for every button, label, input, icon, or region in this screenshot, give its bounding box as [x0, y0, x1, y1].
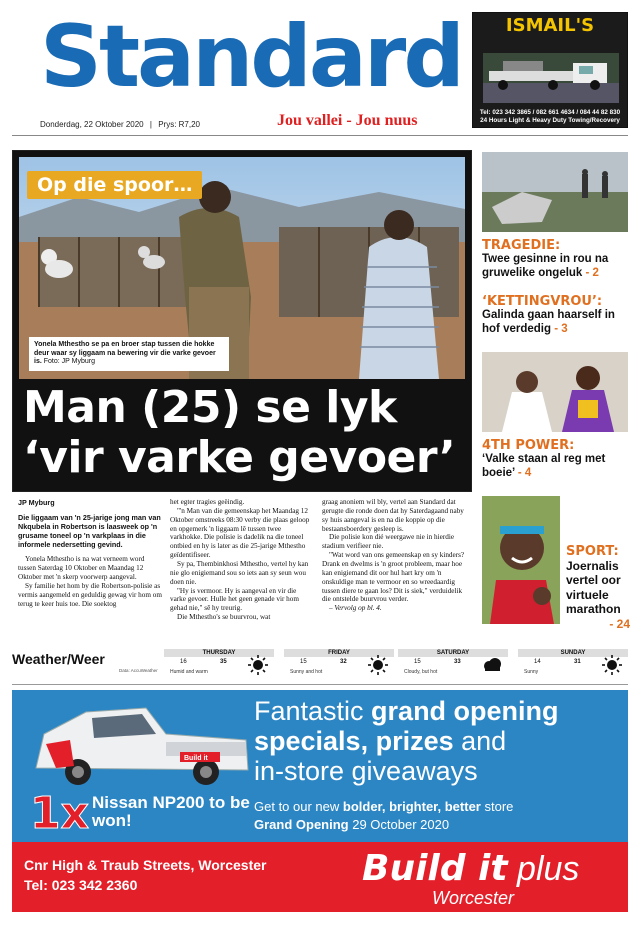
store-phone[interactable]: Tel: 023 342 2360 — [24, 876, 138, 893]
story-paragraph: "'n Man van die gemeenskap het Maandag 12 Oktober omstreeks 08:30 verby die plaas geloop en opgemerk 'n liggaam lê tussen twee varkhokke. Die polisie is dadelik na die toneel ontbied en hy is later as die 25-jarige Mthestho geïdentifiseer. — [170, 506, 310, 560]
teaser-text — [482, 453, 628, 481]
dateline-separator: | — [149, 120, 152, 129]
weather-max: 33 — [454, 659, 461, 665]
headline-line-1: Man (25) se lyk — [23, 382, 397, 433]
teaser-headline: Galinda gaan haarself in hof verdedig — [482, 309, 615, 335]
build-it-ad[interactable] — [12, 690, 628, 912]
ad-headline-2b: and — [453, 726, 507, 757]
masthead-rule — [12, 135, 628, 136]
cloud-icon — [482, 655, 502, 675]
weather-title: Weather/Weer — [12, 651, 105, 667]
photo-caption — [29, 337, 229, 371]
weather-rule — [12, 684, 628, 685]
ad-headline — [254, 696, 624, 787]
issue-price: Prys: R7,20 — [158, 120, 200, 129]
story-paragraph: Die polisie kon dié weergawe nie in hierdie stadium verifieer nie. — [322, 533, 455, 551]
teaser-page: - 24 — [609, 616, 630, 631]
byline: JP Myburg — [18, 498, 55, 507]
story-paragraph: "Wat word van ons gemeenskap en sy kinders? Drank en dwelms is 'n groot probleem, maar hoe kan enigiemand dit oor hul hart kry om 'n onskuldige man te vermoor en so wreedaardig tussen diere te gaan los? Dit is siek," verduidelik die ontstelde buurvrou verder. — [322, 551, 465, 604]
weather-day-name: THURSDAY — [164, 649, 274, 657]
weather-max: 32 — [340, 659, 347, 665]
ad-sub-1b: bolder, brighter, better — [342, 799, 481, 814]
teaser-page: - 3 — [554, 322, 568, 335]
weather-min: 15 — [300, 659, 307, 665]
prize-text: Nissan NP200 to be won! — [92, 793, 250, 830]
ismail-ad-contact — [473, 109, 627, 124]
ad-sub-2: Grand Opening — [254, 816, 349, 832]
story-paragraph: Yonela Mthestho is na wat verneem word tussen Saterdag 10 Oktober en Maandag 12 Oktober met 'n skerp voorwerp aangeval. — [18, 555, 145, 582]
headline-line-2: ‘vir varke gevoer’ — [23, 431, 456, 483]
teaser-text — [482, 253, 628, 281]
teaser-headline: Joernalis vertel oor virtuele marathon — [566, 559, 621, 617]
ad-headline-1b: grand opening — [371, 696, 559, 726]
story-paragraph: het egter tragies geëindig. — [170, 498, 245, 506]
weather-day-name: SUNDAY — [518, 649, 628, 657]
teaser-label: ‘KETTINGVROU’: — [482, 294, 603, 309]
story-column-2 — [170, 498, 314, 622]
teaser-4th-power[interactable] — [482, 438, 628, 481]
weather-credit: Data: AccuWeather — [119, 668, 158, 673]
teaser-sport[interactable] — [566, 544, 630, 631]
teaser-kettingvrou[interactable] — [482, 294, 628, 337]
cover-story[interactable] — [12, 150, 472, 492]
weather-max: 35 — [220, 659, 227, 665]
teaser-label: TRAGEDIE: — [482, 238, 561, 253]
sun-icon — [368, 655, 388, 675]
accident-photo — [482, 152, 628, 232]
weather-desc: Humid and warm — [170, 669, 208, 675]
ismail-ad-service: 24 Hours Light & Heavy Duty Towing/Recovery — [480, 116, 620, 124]
weather-desc: Cloudy, but hot — [404, 669, 438, 675]
teaser-page: - 4 — [517, 466, 532, 479]
weather-min: 15 — [414, 659, 421, 665]
store-address: Cnr High & Traub Streets, Worcester — [24, 857, 267, 873]
ismail-ad-logo: ISMAIL'S — [505, 15, 595, 36]
ad-subline — [254, 798, 624, 833]
story-paragraph: "Hy is vermoor. Hy is aangeval en vir die varke gevoer. Hulle het geen genade vir hom gehad nie," sê hy treurig. — [170, 586, 299, 613]
ad-sub-1c: store — [480, 799, 514, 814]
dateline — [40, 120, 200, 129]
bakkie-image — [16, 694, 256, 790]
caption-credit: Foto: JP Myburg — [43, 358, 95, 366]
sun-icon — [602, 655, 622, 675]
prize-count: 1x — [30, 788, 89, 839]
weather-strip — [12, 646, 628, 682]
story-lead: Die liggaam van 'n 25-jarige jong man van Nkqubela in Robertson is laasweek op 'n grusame toneel op 'n varkplaas in die informele nedersetting gevind. — [18, 513, 161, 549]
ad-headline-1: Fantastic — [254, 696, 372, 726]
ad-sub-1: Get to our new — [254, 799, 343, 814]
issue-date: Donderdag, 22 Oktober 2020 — [40, 120, 144, 129]
kicker-banner: Op die spoor… — [27, 171, 202, 199]
teaser-page: - 2 — [585, 266, 599, 279]
caption-text: Yonela Mthestho se pa en broer stap tussen die hokke deur waar sy liggaam na bewering vir die varke gevoer is. — [34, 340, 216, 366]
teaser-label: SPORT: — [566, 544, 619, 559]
weather-max: 31 — [574, 659, 581, 665]
story-paragraph: Sy pa, Thembinkhosi Mthestho, vertel hy kan nie glo enigiemand sou so iets aan sy seun wou doen nie. — [170, 560, 309, 586]
masthead — [0, 0, 640, 140]
teaser-text — [482, 309, 628, 337]
brand-town: Worcester — [432, 888, 515, 908]
ad-address — [24, 856, 266, 895]
story-paragraph: graag anoniem wil bly, vertel aan Standard dat gerugte die ronde doen dat hy Saterdagaand naby sy huis aangeval is en na die koppie op die bestaansboerdery gesleep is. — [322, 498, 464, 533]
story-paragraph: Sy familie het hom by die Robertson-polisie as vermis aangemeld en geduldig gewag vir hom om terug te keer huis toe. Die soektog — [18, 582, 162, 608]
weather-day-name: SATURDAY — [398, 649, 508, 657]
weather-min: 14 — [534, 659, 541, 665]
teaser-headline: Twee gesinne in rou na gruwelike ongeluk — [482, 253, 609, 279]
brand-plus: plus — [507, 850, 580, 888]
story-column-3 — [322, 498, 468, 613]
main-headline — [23, 383, 463, 482]
ad-headline-3: in-store giveaways — [254, 756, 478, 787]
story-paragraph: Die Mthestho's se buurvrou, wat — [177, 613, 271, 622]
tow-truck-icon — [483, 53, 619, 103]
door-logo: Build it — [184, 755, 208, 762]
cover-photo — [19, 157, 465, 379]
build-it-plus-logo — [362, 848, 622, 908]
ad-sub-2b: 29 October 2020 — [348, 816, 450, 832]
teaser-label: 4TH POWER: — [482, 438, 575, 453]
weather-day-name: FRIDAY — [284, 649, 394, 657]
teaser-tragedie[interactable] — [482, 238, 628, 281]
newspaper-logo: Standard — [40, 7, 462, 107]
continued-link[interactable]: – Vervolg op bl. 4. — [329, 604, 382, 613]
ad-headline-2: specials, prizes — [254, 726, 454, 757]
brand-name: Build it — [362, 848, 508, 889]
story-column-1 — [18, 514, 162, 609]
tagline: Jou vallei - Jou nuus — [277, 112, 418, 129]
runner-photo — [482, 496, 560, 624]
ismail-ad-phones: Tel: 023 342 3865 / 082 661 4634 / 084 44 82 830 — [479, 109, 621, 116]
weather-desc: Sunny and hot — [290, 669, 323, 675]
graduates-photo — [482, 352, 628, 432]
teaser-headline: ‘Valke staan al reg met boeie’ — [482, 453, 606, 479]
ismail-towing-ad[interactable] — [472, 12, 628, 128]
weather-min: 16 — [180, 659, 187, 665]
weather-desc: Sunny — [524, 669, 539, 675]
sun-icon — [248, 655, 268, 675]
